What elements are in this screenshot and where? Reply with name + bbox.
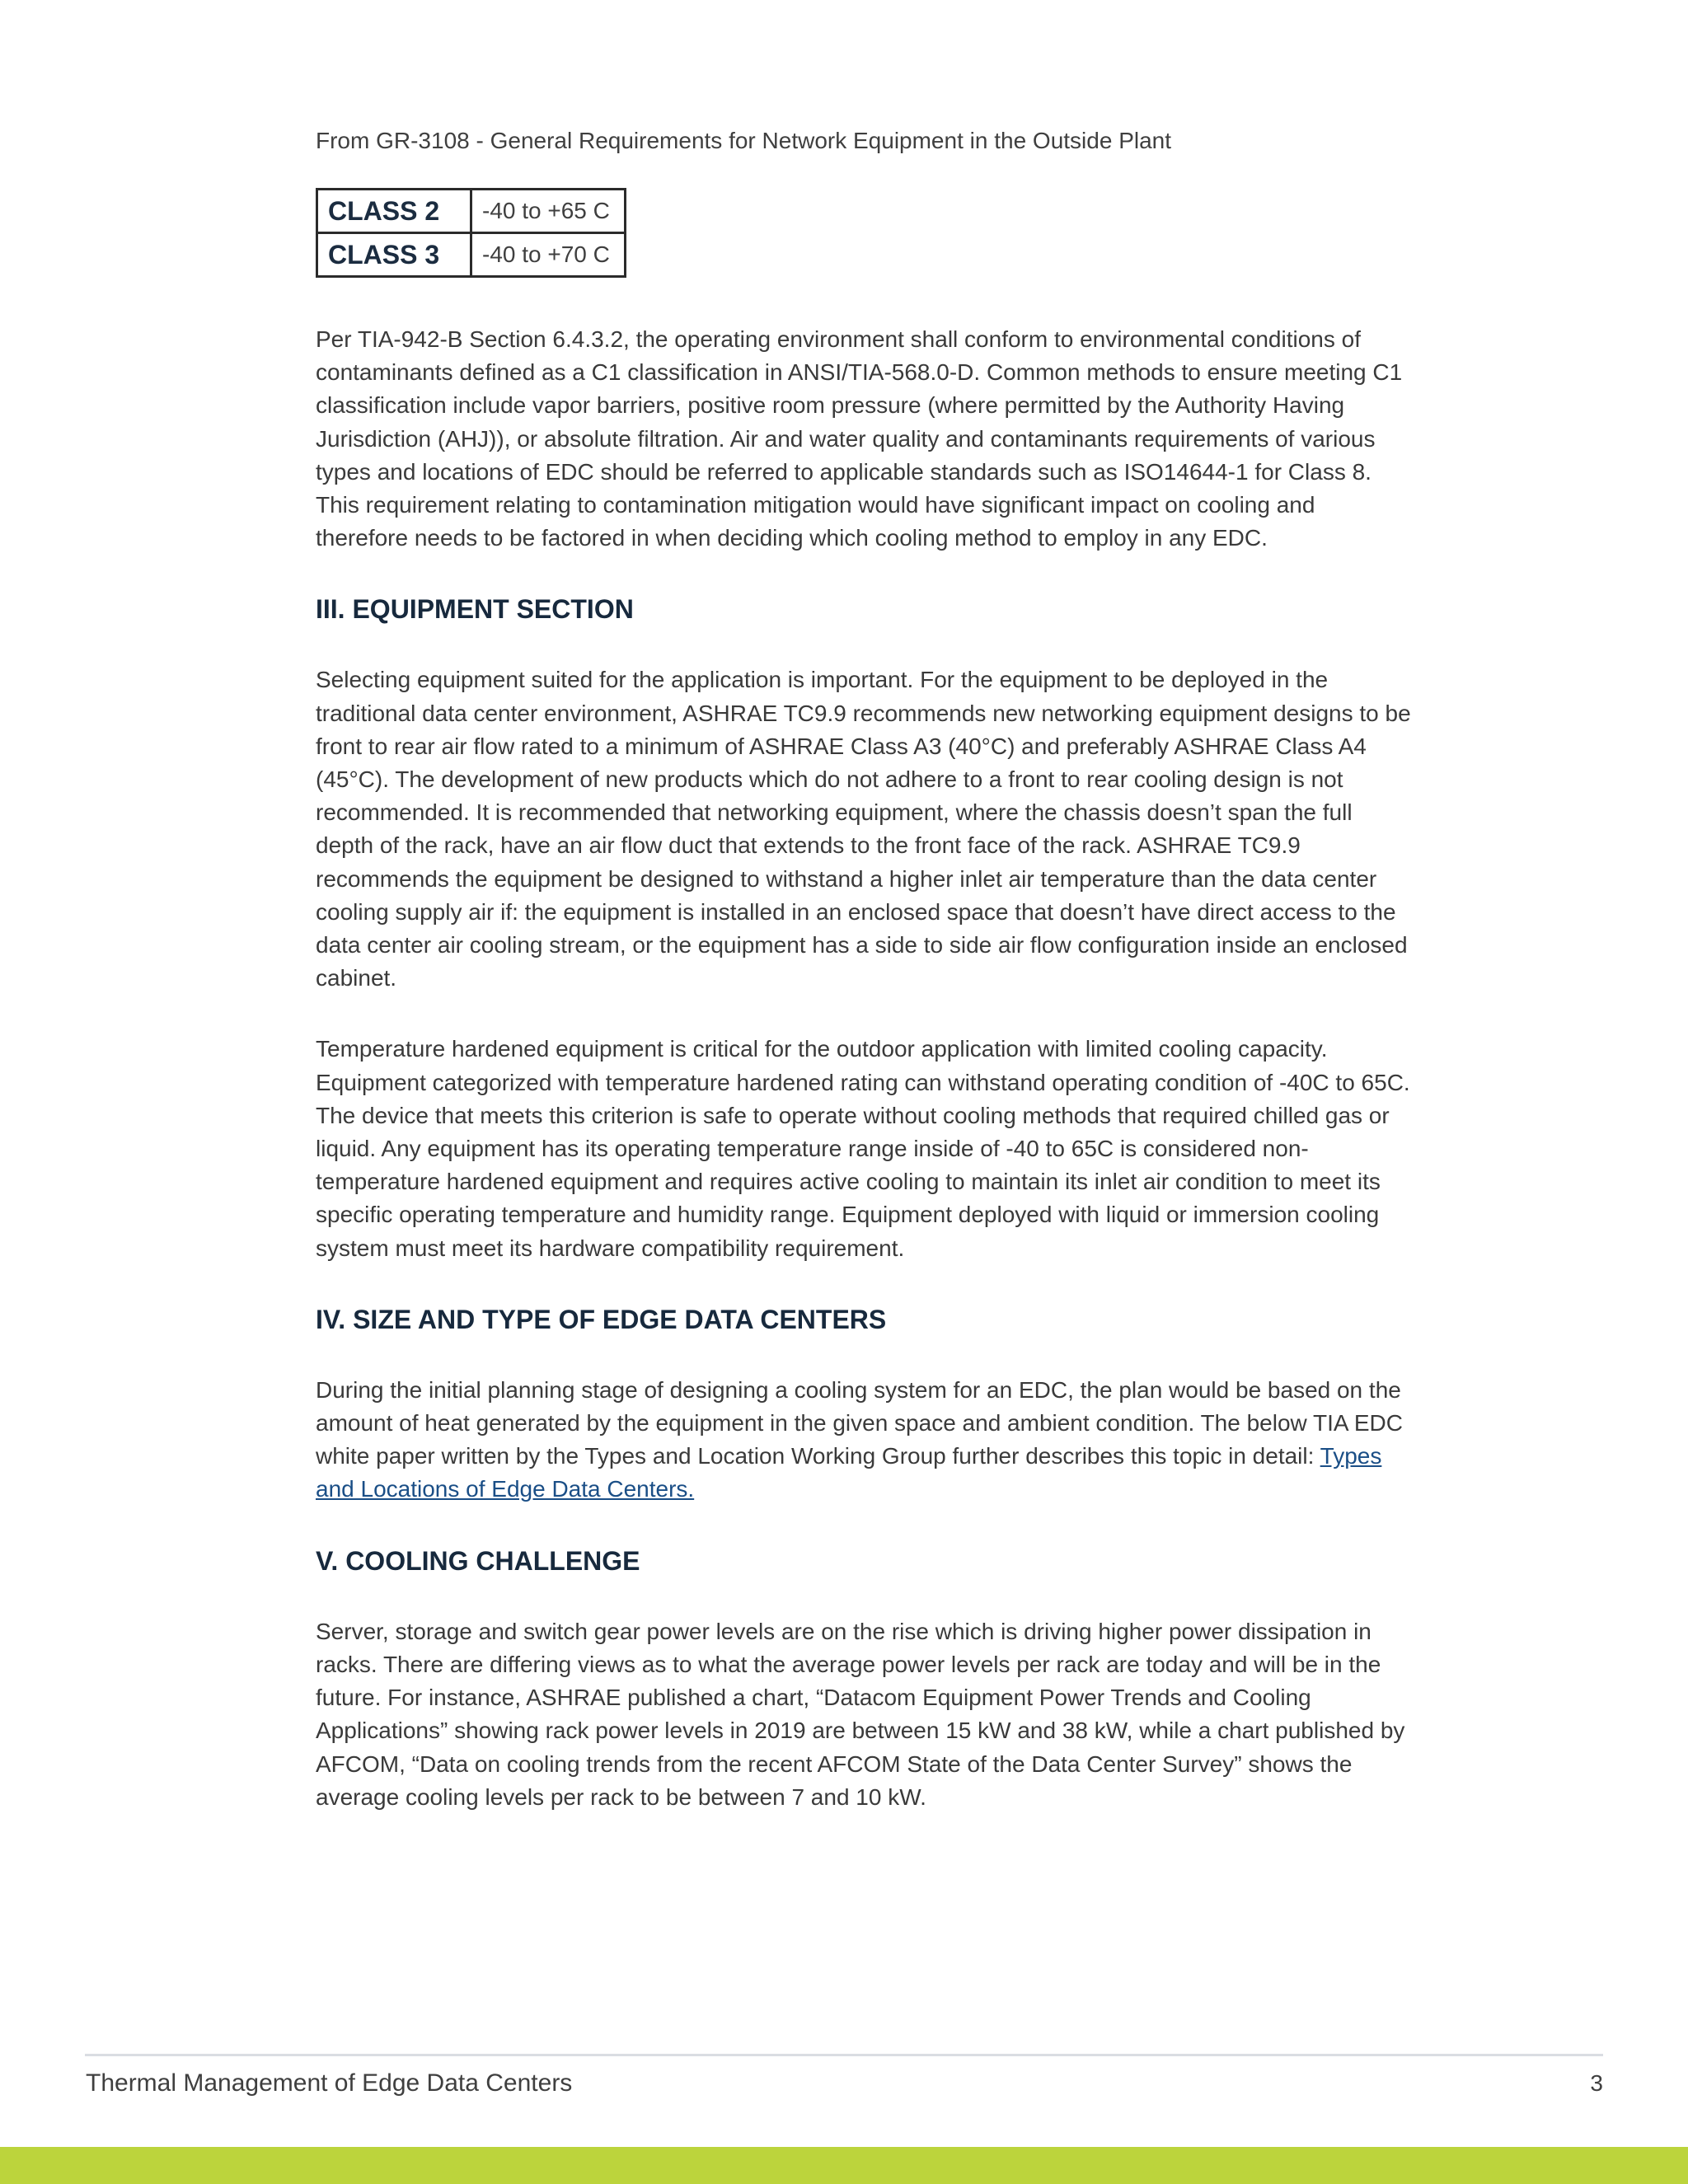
- footer-divider: [85, 2054, 1603, 2056]
- heading-size-type: IV. SIZE AND TYPE OF EDGE DATA CENTERS: [316, 1304, 887, 1334]
- class-label: CLASS 3: [317, 233, 471, 277]
- accent-bar: [0, 2147, 1688, 2184]
- table-row: [317, 233, 626, 277]
- class-label: CLASS 2: [317, 190, 471, 233]
- types-locations-link[interactable]: Types and Locations of Edge Data Centers.: [316, 1443, 1382, 1502]
- paragraph-temperature-hardened: Temperature hardened equipment is critical for the outdoor application with limited cooling capacity. Equipment categorized with temperature hardened rating can withstand operating condition of -40C to 65C. The device that meets this criterion is safe to operate without cooling methods that required chilled gas or liquid. Any equipment has its operating temperature range inside of -40 to 65C is considered non-temperature hardened equipment and requires active cooling to maintain its inlet air condition to meet its specific operating temperature and humidity range. Equipment deployed with liquid or immersion cooling system must meet its hardware compatibility requirement.: [316, 1036, 1410, 1261]
- temperature-range: -40 to +65 C: [471, 190, 626, 233]
- table-row: [317, 190, 626, 233]
- temperature-range: -40 to +70 C: [471, 233, 626, 277]
- paragraph-cooling-challenge: Server, storage and switch gear power levels are on the rise which is driving higher power dissipation in racks. There are differing views as to what the average power levels per rack are today and will be in the future. For instance, ASHRAE published a chart, “Datacom Equipment Power Trends and Cooling Applications” showing rack power levels in 2019 are between 15 kW and 38 kW, while a chart published by AFCOM, “Data on cooling trends from the recent AFCOM State of the Data Center Survey” shows the average cooling levels per rack to be between 7 and 10 kW.: [316, 1618, 1405, 1810]
- page-number: 3: [1590, 2070, 1603, 2096]
- paragraph-planning-text: During the initial planning stage of designing a cooling system for an EDC, the plan would be based on the amount of heat generated by the equipment in the given space and ambient condition. The below TIA EDC white paper written by the Types and Location Working Group further describes this topic in detail:: [316, 1376, 1403, 1469]
- paragraph-tia-environment: Per TIA-942-B Section 6.4.3.2, the operating environment shall conform to environmental conditions of contaminants defined as a C1 classification in ANSI/TIA-568.0-D. Common methods to ensure meeting C1 classification include vapor barriers, positive room pressure (where permitted by the Authority Having Jurisdiction (AHJ)), or absolute filtration. Air and water quality and contaminants requirements of various types and locations of EDC should be referred to applicable standards such as ISO14644-1 for Class 8. This requirement relating to contamination mitigation would have significant impact on cooling and therefore needs to be factored in when deciding which cooling method to employ in any EDC.: [316, 326, 1403, 551]
- source-reference: From GR-3108 - General Requirements for Network Equipment in the Outside Plant: [316, 128, 1172, 153]
- paragraph-equipment-selection: Selecting equipment suited for the application is important. For the equipment to be deployed in the traditional data center environment, ASHRAE TC9.9 recommends new networking equipment designs to be front to rear air flow rated to a minimum of ASHRAE Class A3 (40°C) and preferably ASHRAE Class A4 (45°C). The development of new products which do not adhere to a front to rear cooling design is not recommended. It is recommended that networking equipment, where the chassis doesn’t span the full depth of the rack, have an air flow duct that extends to the front face of the rack. ASHRAE TC9.9 recommends the equipment be designed to withstand a higher inlet air temperature than the data center cooling supply air if: the equipment is installed in an enclosed space that doesn’t have direct access to the data center air cooling stream, or the equipment has a side to side air flow configuration inside an enclosed cabinet.: [316, 667, 1411, 991]
- paragraph-planning: [316, 1374, 1412, 1507]
- document-body: [316, 124, 1412, 1852]
- temperature-class-table: [316, 188, 626, 278]
- footer-title: Thermal Management of Edge Data Centers: [86, 2069, 573, 2097]
- heading-cooling-challenge: V. COOLING CHALLENGE: [316, 1545, 640, 1576]
- heading-equipment-section: III. EQUIPMENT SECTION: [316, 594, 634, 625]
